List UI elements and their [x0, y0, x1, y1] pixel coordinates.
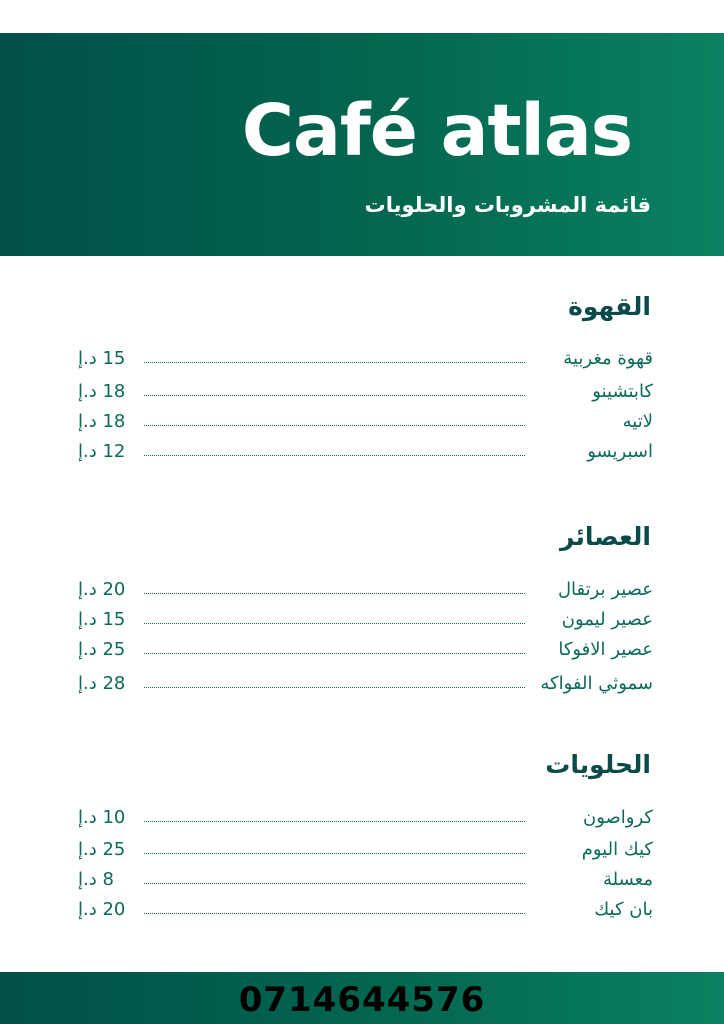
menu-item: [78, 804, 653, 832]
item-name: كرواصون: [583, 807, 653, 828]
item-name: عصير الافوكا: [558, 639, 653, 660]
item-price: 25 د.إ: [78, 839, 126, 860]
dotted-leader: [144, 362, 525, 363]
item-price: 15 د.إ: [78, 609, 126, 630]
menu-header: [0, 33, 724, 256]
item-price: 20 د.إ: [78, 899, 126, 920]
menu-subtitle: قائمة المشروبات والحلويات: [364, 193, 651, 217]
item-name: اسبريسو: [587, 441, 653, 462]
item-name: سموثي الفواكه: [540, 673, 653, 694]
menu-item: [78, 576, 653, 604]
item-name: بان كيك: [594, 899, 653, 920]
item-name: عصير ليمون: [561, 609, 653, 630]
item-price: 15 د.إ: [78, 348, 126, 369]
item-name: معسلة: [603, 869, 653, 890]
item-name: كابتشينو: [592, 381, 653, 402]
dotted-leader: [144, 425, 525, 426]
item-name: لاتيه: [622, 411, 653, 432]
item-price: 28 د.إ: [78, 673, 126, 694]
menu-item: [78, 438, 653, 466]
item-price: 12 د.إ: [78, 441, 126, 462]
item-price: 25 د.إ: [78, 639, 126, 660]
section-title-desserts: الحلويات: [545, 750, 651, 779]
menu-item: [78, 606, 653, 634]
dotted-leader: [144, 395, 525, 396]
brand-title: Café atlas: [241, 89, 632, 172]
dotted-leader: [144, 653, 525, 654]
item-price: 8 د.إ: [78, 869, 114, 890]
dotted-leader: [144, 883, 525, 884]
item-price: 18 د.إ: [78, 381, 126, 402]
item-price: 20 د.إ: [78, 579, 126, 600]
menu-footer: [0, 972, 724, 1024]
menu-item: [78, 378, 653, 406]
dotted-leader: [144, 687, 525, 688]
menu-item: [78, 670, 653, 698]
item-price: 10 د.إ: [78, 807, 126, 828]
item-name: كيك اليوم: [581, 839, 653, 860]
menu-item: [78, 896, 653, 924]
menu-item: [78, 866, 653, 894]
dotted-leader: [144, 455, 525, 456]
dotted-leader: [144, 593, 525, 594]
section-title-coffee: القهوة: [568, 292, 651, 321]
phone-number: 0714644576: [238, 980, 486, 1020]
menu-item: [78, 636, 653, 664]
dotted-leader: [144, 913, 525, 914]
menu-item: [78, 836, 653, 864]
item-name: قهوة مغربية: [563, 348, 653, 369]
dotted-leader: [144, 853, 525, 854]
menu-item: [78, 345, 653, 373]
menu-item: [78, 408, 653, 436]
item-price: 18 د.إ: [78, 411, 126, 432]
section-title-juices: العصائر: [559, 522, 651, 551]
dotted-leader: [144, 623, 525, 624]
dotted-leader: [144, 821, 525, 822]
item-name: عصير برتقال: [557, 579, 653, 600]
